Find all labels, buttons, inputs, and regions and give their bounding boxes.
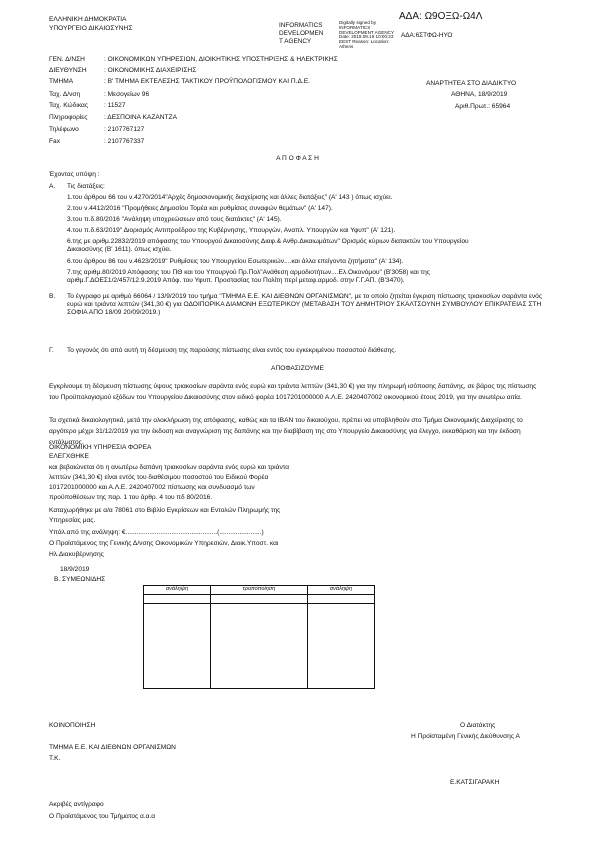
having-regard: Έχοντας υπόψη : (49, 171, 100, 178)
agency-name (279, 22, 323, 46)
section-a-item: 7.της αριθμ.80/2019 Απόφασης του ΠΘ και του Υπουργού Πρ.Πολ"Ανάθεση αρμοδιοτήτων....Ελ.Οικονόμου" (Β'3058) και της αριθμ.Γ.ΔΟΕΣ1/2/457/12.9.2019 Απόφ. του Υφυπ. Προστασίας του Πολίτη περί μεταφ.αρμοδ. στην Γ.Γ.ΑΠ. (Β'3470). (67, 269, 430, 284)
signature-role: Ο Διατάκτης (460, 722, 496, 729)
section-a-item: 1.του άρθρου 66 του ν.4270/2014"Αρχές δημοσιονομικής διαχείρισης και άλλες διατάξεις" (Α' 143 ) όπως ισχύει. (67, 194, 393, 201)
table-cell (308, 595, 375, 604)
agency-line-3: T AGENCY (279, 38, 312, 45)
field-label-tmima: ΤΜΗΜΑ (49, 78, 74, 85)
section-c-letter: Γ. (49, 347, 54, 354)
section-a-item: 2.του ν.4412/2016 "Προμήθειες Δημοσίου Τομέα και ρυθμίσεις συναφών θεμάτων" (Α' 147). (67, 205, 333, 212)
documents-paragraph: Τα σχετικά δικαιολογητικά, μετά την ολοκλήρωση της απόφασης, καθώς και τα IBAN του δικαιούχου, πρέπει να υποβληθούν στο Τμήμα Οικονομικής Διαχείρισης το αργότερο μέχρι 31/12/2019 για την έκδοση και αναγνώριση της δαπάνης και την διαβίβαση της στο Υπουργείο Δικαιοσύνης για έλεγχο, εκκαθάριση και την έκδοση εντάλματος. (49, 417, 523, 446)
agency-block-line: και βεβαιώνεται ότι η ανωτέρω δαπάνη τριακοσίων σαράντα ενός ευρώ και τριάντα (49, 464, 290, 471)
table-cell (210, 604, 307, 689)
field-label-postcode: Ταχ. Κώδικας (49, 102, 89, 109)
notify-recipient: ΤΜΗΜΑ Ε.Ε. ΚΑΙ ΔΙΕΘΝΩΝ ΟΡΓΑΝΙΣΜΩΝ (49, 744, 176, 751)
agency-block-line: Υπάλ.από της ανάληψη: €..................................................(.......................) (49, 529, 264, 536)
table-header: ανάληψη (308, 586, 375, 595)
field-label-gen-dnsi: ΓΕΝ. Δ/ΝΣΗ (49, 56, 85, 63)
commitment-table (143, 585, 375, 689)
signature-title: Η Προϊσταμένη Γενικής Διεύθυνσης Α (411, 733, 520, 740)
field-value-address: : Μεσογείων 96 (104, 91, 150, 98)
table-cell (144, 595, 211, 604)
field-value-postcode: : 11527 (104, 102, 126, 109)
field-value-info: : ΔΕΣΠΟΙΝΑ ΚΑΖΑΝΤΖΑ (104, 114, 177, 121)
section-a-item: 4.του π.δ.63/2019" Διορισμός Αντιπροέδρου της Κυβέρνησης, Υπουργών, Αναπλ. Υπουργών και Υφυπ" (Α' 121). (67, 227, 396, 234)
republic-name: ΕΛΛΗΝΙΚΗ ΔΗΜΟΚΡΑΤΙΑ (49, 16, 127, 23)
protocol-number: Αριθ.Πρωτ.: 65964 (455, 103, 511, 110)
table-cell (210, 595, 307, 604)
agency-block-line: Ηλ.Διακυβέρνησης (49, 551, 104, 558)
field-value-dieuthynsi: : ΟΙΚΟΝΟΜΙΚΗΣ ΔΙΑΧΕΙΡΙΣΗΣ (104, 67, 197, 74)
table-header: τροποποίηση (210, 586, 307, 595)
agency-block-line: λεπτών (341,30 €) είναι εντός του διαθέσιμου ποσοστού του Ειδικού Φορέα (49, 474, 269, 481)
footer-copy: Ακριβές αντίγραφο (49, 801, 104, 808)
section-a-heading: Τις διατάξεις: (67, 183, 105, 190)
agency-block-checked: ΕΛΕΓΧΘΗΚΕ (49, 453, 89, 460)
section-b-text: Το έγγραφο με αριθμό 66064 / 13/9/2019 του τμήμα "ΤΜΗΜΑ Ε.Ε. ΚΑΙ ΔΙΕΘΝΩΝ ΟΡΓΑΝΙΣΜΩΝ", με το οποίο ζητείται έγκριση πίστωσης τριακοσίων σαράντα ενός ευρώ και τριάντα λεπτών (341,30 €) για ΟΔΟΙΠΟΡΙΚΑ ΔΙΑΜΟΝΗ ΕΞΩΤΕΡΙΚΟΥ (ΜΕΤΑΒΑΣΗ ΤΟΥ ΔΗΜΗΤΡΙΟΥ ΣΚΑΛΤΣΟΥΝΗ ΣΥΜΒΟΥΛΟΥ ΕΠΙΚΡΑΤΕΙΑΣ ΣΤΗ ΣΟΦΙΑ ΑΠΟ 18/09 20/09/2019.) (67, 293, 543, 316)
field-value-tmima: : Β' ΤΜΗΜΑ ΕΚΤΕΛΕΣΗΣ ΤΑΚΤΙΚΟΥ ΠΡΟΫΠΟΛΟΓΙΣΜΟΥ ΚΑΙ Π.Δ.Ε. (104, 78, 310, 85)
field-label-phone: Τηλέφωνο (49, 126, 79, 133)
place-date: ΑΘΗΝΑ, 18/9/2019 (451, 91, 508, 98)
agency-block-signer: Β. ΣΥΜΕΩΝΙΔΗΣ (54, 576, 106, 583)
agency-block-line: Καταχωρήθηκε με α/α 78061 στο Βιβλίο Εγκρίσεων και Εντολών Πληρωμής της (49, 507, 281, 514)
field-value-gen-dnsi: : ΟΙΚΟΝΟΜΙΚΩΝ ΥΠΗΡΕΣΙΩΝ, ΔΙΟΙΚΗΤΙΚΗΣ ΥΠΟΣΤΗΡΙΞΗΣ & ΗΛΕΚΤΡΙΚΗΣ (104, 56, 338, 63)
section-a-item: 6.του άρθρου 86 του ν.4623/2019" Ρυθμίσεις του Υπουργείου Εσωτερικών....και άλλα επείγοντα ζητήματα" (Α' 134). (67, 258, 404, 265)
field-label-dieuthynsi: ΔΙΕΥΘΥΝΣΗ (49, 67, 87, 74)
section-a-item: 3.του π.δ.80/2016 "Ανάληψη υποχρεώσεων από τους διατάκτες" (Α' 145). (67, 216, 282, 223)
decide-title: ΑΠΟΦΑΣΙΖΟΥΜΕ (271, 365, 324, 372)
digital-signature-note: Digitally signed by INFORMATICS DEVELOPMENT AGENCY Date: 2019.09.19 10:00:23 EEST Reason: Location: Athens (339, 20, 394, 50)
decision-title: Α Π Ο Φ Α Σ Η (276, 155, 319, 162)
section-a-letter: Α. (49, 183, 56, 190)
section-b-letter: Β. (49, 293, 56, 300)
ada-reference: ΑΔΑ:6ΣΤΦΩ-ΗΥΟ (401, 32, 453, 39)
table-cell (144, 604, 211, 689)
approval-paragraph: Εγκρίνουμε τη δέσμευση πίστωσης ύψους τριακοσίων σαράντα ενός ευρώ και τριάντα λεπτών (341,30 €) για την πληρωμή ισόποσης δαπάνης, σε βάρος της πίστωσης του Προϋπολογισμού εξόδων του Υπουργείου Δικαιοσύνης στον ειδικό φορέα 1017201000000 Α.Λ.Ε. 2420407002 οικονομικού έτους 2019, για την ανωτέρω αιτία. (49, 383, 537, 401)
ada-top: ΑΔΑ: Ω9ΟΞΩ-Ω4Λ (399, 11, 483, 22)
table-cell (308, 604, 375, 689)
notify-title: ΚΟΙΝΟΠΟΙΗΣΗ (49, 722, 96, 729)
field-label-info: Πληροφορίες (49, 114, 88, 121)
agency-line-1: INFORMATICS (279, 22, 323, 29)
agency-block-date: 18/9/2019 (60, 566, 90, 573)
agency-block-title: ΟΙΚΟΝΟΜΙΚΗ ΥΠΗΡΕΣΙΑ ΦΟΡΕΑ (49, 444, 152, 451)
section-c-text: Το γεγονός ότι από αυτή τη δέσμευση της παρούσης πίστωσης είναι εντός του εγκεκριμένου ποσοστού διάθεσης. (67, 347, 397, 354)
field-label-address: Ταχ. Δ/νση (49, 91, 81, 98)
agency-block-line: Υπηρεσίας μας. (49, 517, 96, 524)
field-value-fax: : 2107767337 (104, 138, 145, 145)
ministry-name: ΥΠΟΥΡΓΕΙΟ ΔΙΚΑΙΟΣΥΝΗΣ (49, 25, 133, 32)
field-label-fax: Fax (49, 138, 60, 145)
table-header: ανάληψη (144, 586, 211, 595)
agency-line-2: DEVELOPMEN (279, 30, 324, 37)
signature-name: Ε.ΚΑΤΣΙΓΑΡΑΚΗ (450, 779, 500, 786)
notify-tk: Τ.Κ. (49, 755, 61, 762)
field-value-phone: : 2107767127 (104, 126, 145, 133)
agency-block-line: 1017201000000 και Α.Λ.Ε. 2420407002 πίστωσης και συνδυασμό των (49, 484, 255, 491)
footer-head: Ο Προϊστάμενος του Τμήματος α.α.α (49, 813, 156, 820)
section-a-item: 6.της με αριθμ.22832/2019 απόφασης του Υπουργού Δικαιοσύνης Διαφ.& Ανθρ.Δικαιωμάτων" Ορισμός κύριων διατακτών του Υπουργείου Δικαιοσύνης (Β' 1611). όπως ισχύει. (67, 238, 469, 253)
post-online: ΑΝΑΡΤΗΤΕΑ ΣΤΟ ΔΙΑΔΙΚΤΥΟ (426, 80, 517, 87)
agency-block-line: Ο Προϊστάμενος της Γενικής Δ/νσης Οικονομικών Υπηρεσιών, Διοικ.Υποστ. και (49, 540, 279, 547)
agency-block-line: προϋποθέσεων της παρ. 1 του άρθρ. 4 του πδ 80/2016. (49, 494, 213, 501)
